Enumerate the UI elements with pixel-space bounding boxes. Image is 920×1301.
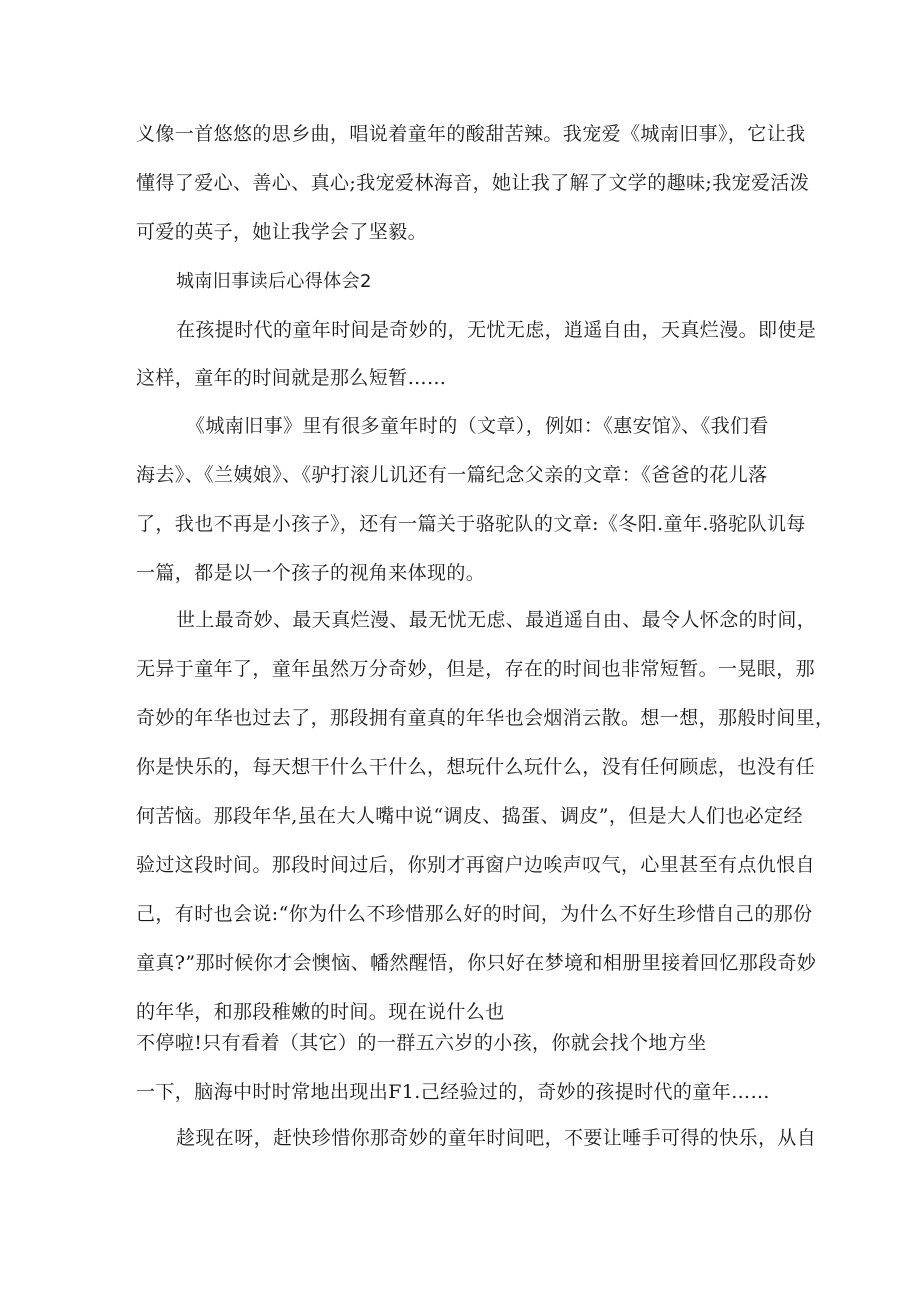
paragraph-3-line-2: 海去》、《兰姨娘》、《驴打滚儿讥还有一篇纪念父亲的文章：《爸爸的花儿落 <box>136 464 768 486</box>
paragraph-1-line-1: 义像一首悠悠的思乡曲，唱说着童年的酸甜苦辣。我宠爱《城南旧事》，它让我 <box>136 123 806 145</box>
paragraph-3-line-3: 了，我也不再是小孩子》，还有一篇关于骆驼队的文章:《冬阳.童年.骆驼队讥每 <box>136 513 806 535</box>
paragraph-3-line-4: 一篇，都是以一个孩子的视角来体现的。 <box>136 562 486 584</box>
paragraph-4-line-10: 不停啦!只有看着（其它）的一群五六岁的小孩，你就会找个地方坐 <box>136 1032 707 1054</box>
paragraph-4-line-1: 世上最奇妙、最天真烂漫、最无忧无虑、最逍遥自由、最令人怀念的时间， <box>176 609 817 631</box>
paragraph-5-line-1: 趁现在呀，赶快珍惜你那奇妙的童年时间吧，不要让唾手可得的快乐，从自 <box>176 1127 817 1149</box>
paragraph-2-line-2: 这样，童年的时间就是那么短暂…… <box>136 367 447 389</box>
paragraph-4-line-8: 童真?”那时候你才会懊恼、幡然醒悟，你只好在梦境和相册里接着回忆那段奇妙 <box>136 952 817 974</box>
paragraph-2-line-1: 在孩提时代的童年时间是奇妙的，无忧无虑，逍遥自由，天真烂漫。即使是 <box>176 319 817 341</box>
paragraph-4-line-11: 一下，脑海中时时常地出现出F1.己经验过的，奇妙的孩提时代的童年…… <box>136 1081 770 1103</box>
paragraph-1-line-2: 懂得了爱心、善心、真心;我宠爱林海音，她让我了解了文学的趣味;我宠爱活泼 <box>136 172 810 194</box>
paragraph-4-line-4: 你是快乐的，每天想干什么干什么，想玩什么玩什么，没有任何顾虑，也没有任 <box>136 756 816 778</box>
paragraph-4-line-9: 的年华，和那段稚嫩的时间。现在说什么也 <box>136 1001 505 1023</box>
section-heading: 城南旧事读后心得体会2 <box>176 271 372 292</box>
paragraph-4-line-3: 奇妙的年华也过去了，那段拥有童真的年华也会烟消云散。想一想，那般时间里， <box>136 707 835 729</box>
paragraph-4-line-7: 己，有时也会说:“你为什么不珍惜那么好的时间，为什么不好生珍惜自己的那份 <box>136 903 813 925</box>
paragraph-4-line-5: 何苦恼。那段年华,虽在大人嘴中说“调皮、捣蛋、调皮”，但是大人们也必定经 <box>136 805 803 827</box>
paragraph-1-line-3: 可爱的英子，她让我学会了坚毅。 <box>136 221 428 243</box>
paragraph-3-line-1: 《城南旧事》里有很多童年时的（文章），例如：《惠安馆》、《我们看 <box>186 415 769 437</box>
paragraph-4-line-2: 无异于童年了，童年虽然万分奇妙，但是，存在的时间也非常短暂。一晃眼，那 <box>136 658 816 680</box>
paragraph-4-line-6: 验过这段时间。那段时间过后，你别才再窗户边唉声叹气，心里甚至有点仇恨自 <box>136 854 816 876</box>
